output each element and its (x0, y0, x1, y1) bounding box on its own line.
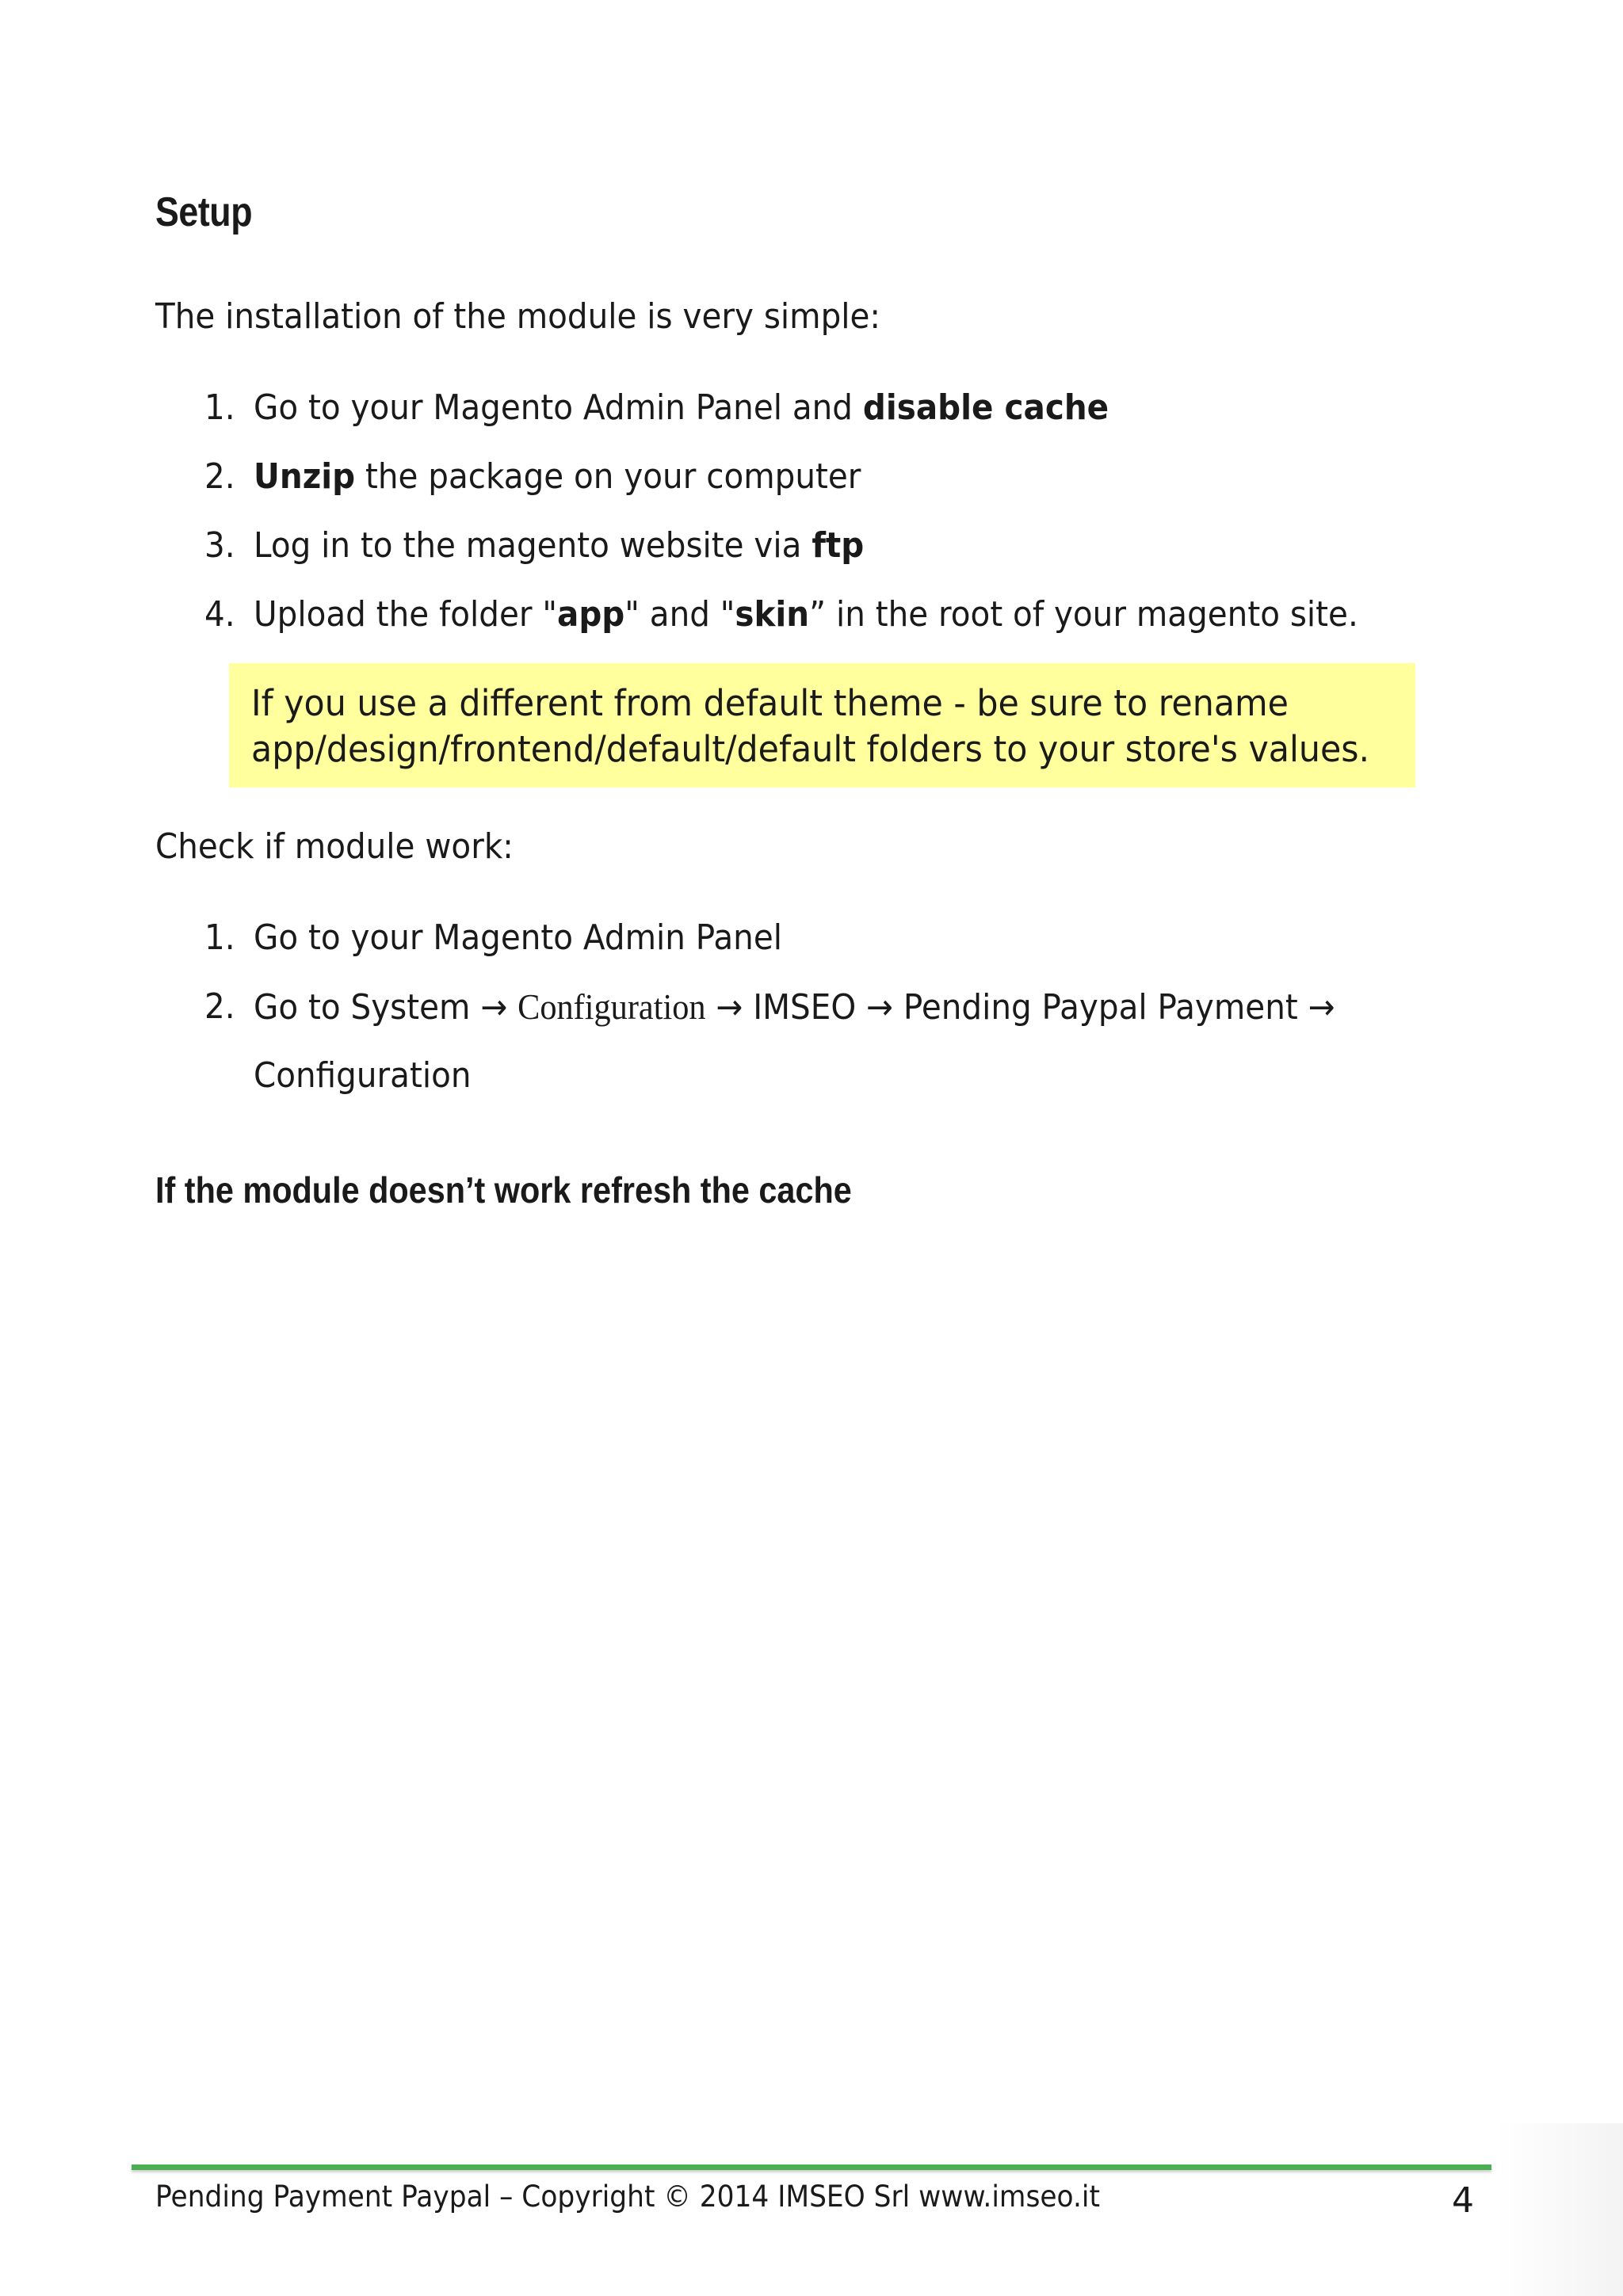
step-text: Log in to the magento website via ftp (254, 525, 865, 566)
theme-note-callout (229, 663, 1415, 788)
install-step-1 (0, 386, 1623, 455)
step-number: 2. (204, 456, 235, 497)
step-text: Unzip the package on your computer (254, 456, 861, 497)
step-emphasis: Unzip (254, 456, 356, 497)
step-emphasis: disable cache (862, 387, 1109, 428)
step-number: 1. (204, 917, 235, 958)
check-step-1 (0, 916, 1623, 985)
step-number: 1. (204, 387, 235, 428)
theme-note-text: If you use a different from default theme - be sure to rename app/design/frontend/default/default folders to your store's values. (251, 682, 1370, 770)
install-steps-list (0, 386, 1623, 662)
check-step-2 (0, 985, 1623, 1096)
footer-copyright: Pending Payment Paypal – Copyright © 2014 IMSEO Srl www.imseo.it (155, 2180, 1100, 2214)
step-emphasis: app (557, 594, 625, 635)
install-step-3 (0, 524, 1623, 593)
step-emphasis: ftp (812, 525, 865, 566)
section-title: Setup (155, 189, 253, 235)
step-text: Go to your Magento Admin Panel and disable cache (254, 387, 1109, 428)
install-step-2 (0, 455, 1623, 524)
check-intro: Check if module work: (155, 826, 514, 867)
step-number: 4. (204, 594, 235, 635)
configuration-term: Configuration (517, 986, 706, 1027)
footer-rule (132, 2164, 1491, 2170)
step-number: 2. (204, 986, 235, 1027)
install-intro: The installation of the module is very simple: (155, 296, 881, 337)
page-edge-shade (1496, 2123, 1623, 2296)
install-step-4 (0, 593, 1623, 662)
step-text-continuation: Configuration (254, 1055, 472, 1096)
check-steps-list (0, 916, 1623, 1096)
step-text: Go to System → Configuration → IMSEO → Pending Paypal Payment → (254, 986, 1335, 1028)
page-number: 4 (1452, 2180, 1474, 2221)
step-text: Go to your Magento Admin Panel (254, 917, 782, 958)
step-text: Upload the folder "app" and "skin” in the root of your magento site. (254, 594, 1358, 635)
refresh-cache-note: If the module doesn’t work refresh the cache (155, 1169, 852, 1211)
step-number: 3. (204, 525, 235, 566)
step-emphasis: skin (735, 594, 810, 635)
